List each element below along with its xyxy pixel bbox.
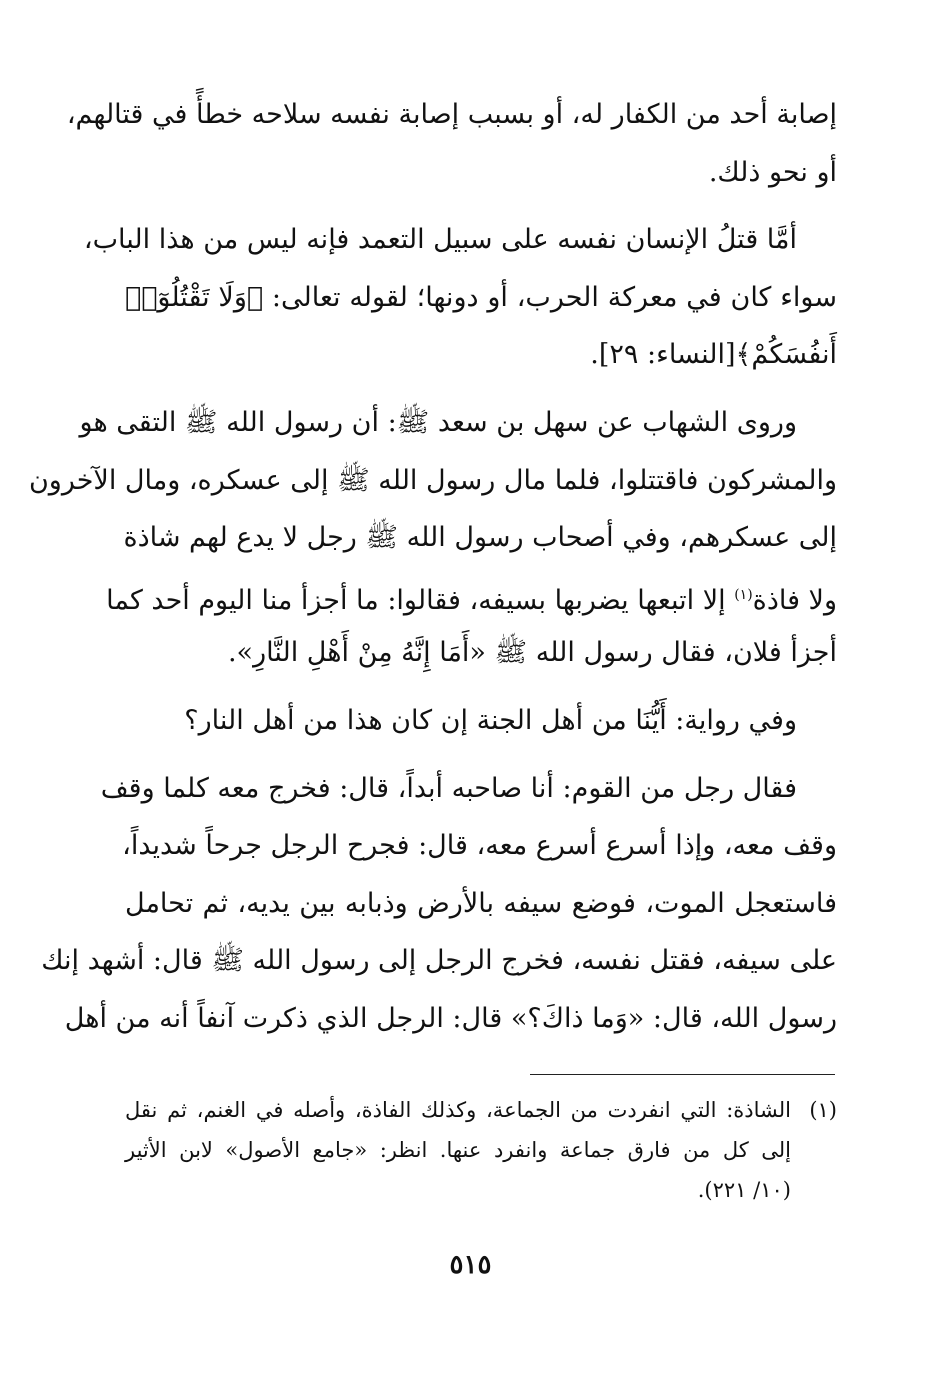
footnote-text: الشاذة: التي انفردت من الجماعة، وكذلك الفاذة، وأصله في الغنم، ثم نقل (125, 1098, 791, 1122)
footnotes (125, 1090, 837, 1210)
main-text (28, 86, 837, 1048)
footnote-reference: (١) (734, 586, 753, 603)
footnote-line: إلى كل من فارق جماعة وانفرد عنها. انظر: «جامع الأصول» لابن الأثير (125, 1138, 791, 1162)
text-line: رسول الله، قال: «وَما ذاكَ؟» قال: الرجل الذي ذكرت آنفاً أنه من أهل (64, 1002, 837, 1034)
line-part: ولا فاذة (752, 584, 837, 616)
text-line: فاستعجل الموت، فوضع سيفه بالأرض وذبابه بين يديه، ثم تحامل (125, 887, 837, 919)
paragraph-start-line: فقال رجل من القوم: أنا صاحبه أبداً، قال: فخرج معه كلما وقف (100, 772, 797, 804)
paragraph-start-line: وروى الشهاب عن سهل بن سعد ﷺ: أن رسول الله ﷺ التقى هو (79, 406, 797, 438)
text-line: أَنفُسَكُمْ﴾[النساء: ٢٩]. (590, 339, 837, 371)
text-line: على سيفه، فقتل نفسه، فخرج الرجل إلى رسول الله ﷺ قال: أشهد إنك (41, 945, 837, 977)
text-line: وقف معه، وإذا أسرع أسرع معه، قال: فجرح الرجل جرحاً شديداً، (122, 830, 837, 862)
footnote-line (125, 1090, 837, 1130)
page-number: ٥١٥ (449, 1250, 492, 1280)
text-line: إصابة أحد من الكفار له، أو بسبب إصابة نفسه سلاحه خطأً في قتالهم، (66, 99, 837, 130)
footnote-number: (١) (809, 1098, 837, 1122)
line-part: إلا اتبعها يضربها بسيفه، فقالوا: ما أجزأ منا اليوم أحد كما (106, 584, 726, 616)
text-line (106, 567, 837, 625)
text-line: أجزأ فلان، فقال رسول الله ﷺ «أَمَا إِنَّهُ مِنْ أَهْلِ النَّارِ». (227, 637, 837, 669)
footnote-separator (530, 1074, 835, 1075)
text-line: إلى عسكرهم، وفي أصحاب رسول الله ﷺ رجل لا يدع لهم شاذة (123, 522, 837, 554)
text-line: سواء كان في معركة الحرب، أو دونها؛ لقوله تعالى: ﴿وَلَا تَقْتُلُوٓا۟ (125, 281, 837, 313)
paragraph-start-line: وفي رواية: أَيُّنَا من أهل الجنة إن كان هذا من أهل النار؟ (184, 704, 797, 736)
text-line: أو نحو ذلك. (708, 156, 837, 188)
text-line: والمشركون فاقتتلوا، فلما مال رسول الله ﷺ إلى عسكره، ومال الآخرون (28, 464, 837, 496)
paragraph-start-line: أمَّا قتلُ الإنسان نفسه على سبيل التعمد فإنه ليس من هذا الباب، (83, 224, 797, 256)
footnote-line: (١٠/ ٢٢١). (697, 1178, 791, 1202)
